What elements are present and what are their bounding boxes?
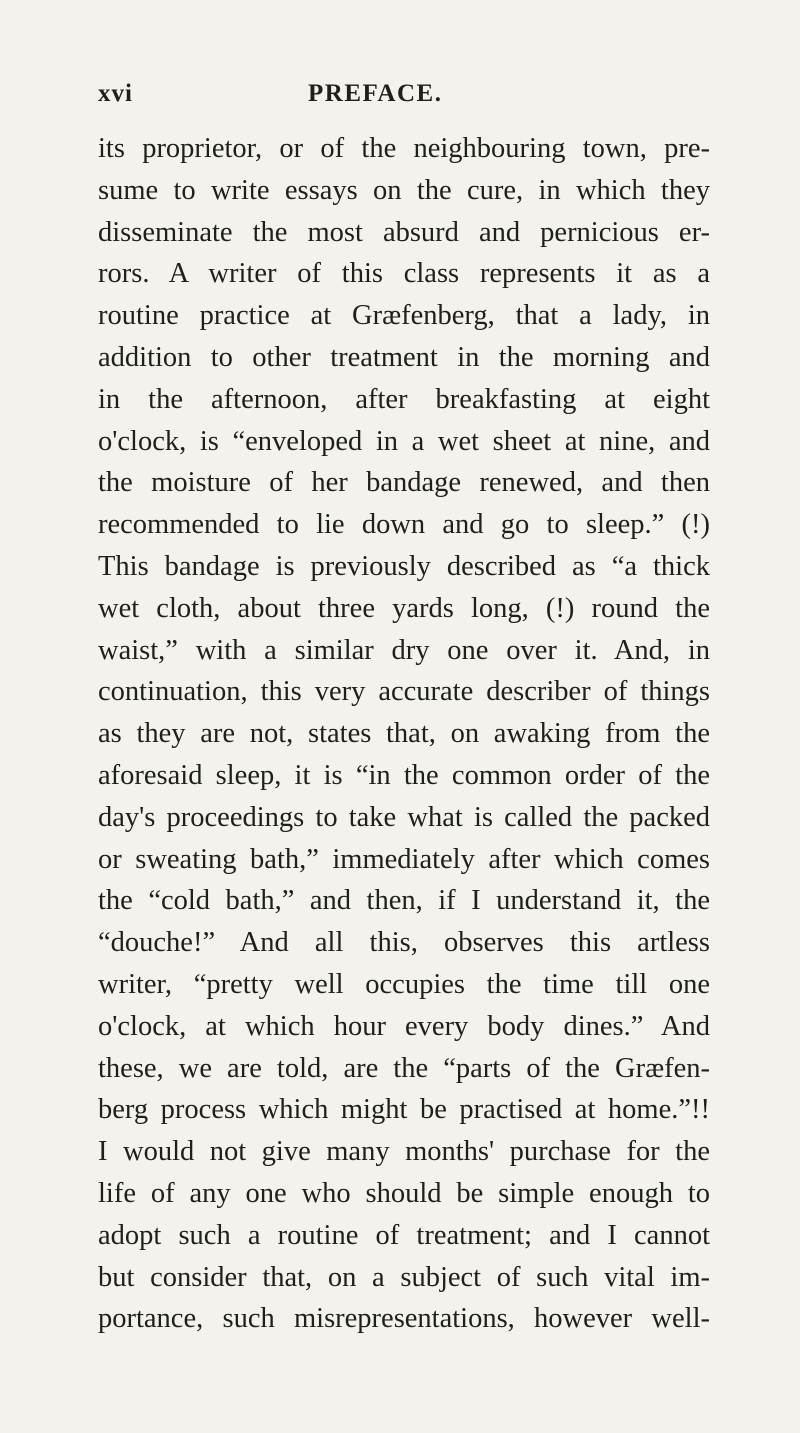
text-line: disseminate the most absurd and pernicious er-	[98, 216, 710, 248]
text-line: rors. A writer of this class represents it as a	[98, 258, 710, 290]
text-line: day's proceedings to take what is called the packed	[98, 801, 710, 833]
text-line: as they are not, states that, on awaking from the	[98, 718, 710, 750]
text-line: routine practice at Græfenberg, that a lady, in	[98, 300, 710, 332]
text-line: these, we are told, are the “parts of the Græfen-	[98, 1052, 710, 1084]
text-line: addition to other treatment in the morning and	[98, 341, 710, 373]
text-line: I would not give many months' purchase for the	[98, 1136, 710, 1168]
text-line: waist,” with a similar dry one over it. And, in	[98, 634, 710, 666]
text-line: in the afternoon, after breakfasting at eight	[98, 383, 710, 415]
running-head	[98, 80, 710, 120]
text-line: berg process which might be practised at home.”!!	[98, 1094, 710, 1126]
text-line: the “cold bath,” and then, if I understand it, the	[98, 885, 710, 917]
text-line: wet cloth, about three yards long, (!) round the	[98, 592, 710, 624]
text-line: continuation, this very accurate describer of things	[98, 676, 710, 708]
text-line: o'clock, at which hour every body dines.” And	[98, 1010, 710, 1042]
text-line: adopt such a routine of treatment; and I cannot	[98, 1219, 710, 1251]
text-line: its proprietor, or of the neighbouring town, pre-	[98, 133, 710, 164]
text-line: recommended to lie down and go to sleep.” (!)	[98, 509, 710, 541]
text-line: “douche!” And all this, observes this artless	[98, 927, 710, 959]
text-line: portance, such misrepresentations, however well-	[98, 1303, 710, 1335]
text-line: sume to write essays on the cure, in which they	[98, 174, 710, 206]
text-line: or sweating bath,” immediately after which comes	[98, 843, 710, 875]
text-line: This bandage is previously described as “a thick	[98, 550, 710, 582]
text-line: o'clock, is “enveloped in a wet sheet at nine, and	[98, 425, 710, 457]
text-line: writer, “pretty well occupies the time till one	[98, 968, 710, 1000]
text-line: but consider that, on a subject of such vital im-	[98, 1261, 710, 1293]
body-text	[98, 128, 710, 1340]
running-title: PREFACE.	[308, 80, 443, 107]
text-line: aforesaid sleep, it is “in the common order of the	[98, 759, 710, 791]
text-line: life of any one who should be simple enough to	[98, 1177, 710, 1209]
page-number: xvi	[98, 80, 133, 107]
text-line: the moisture of her bandage renewed, and then	[98, 467, 710, 499]
